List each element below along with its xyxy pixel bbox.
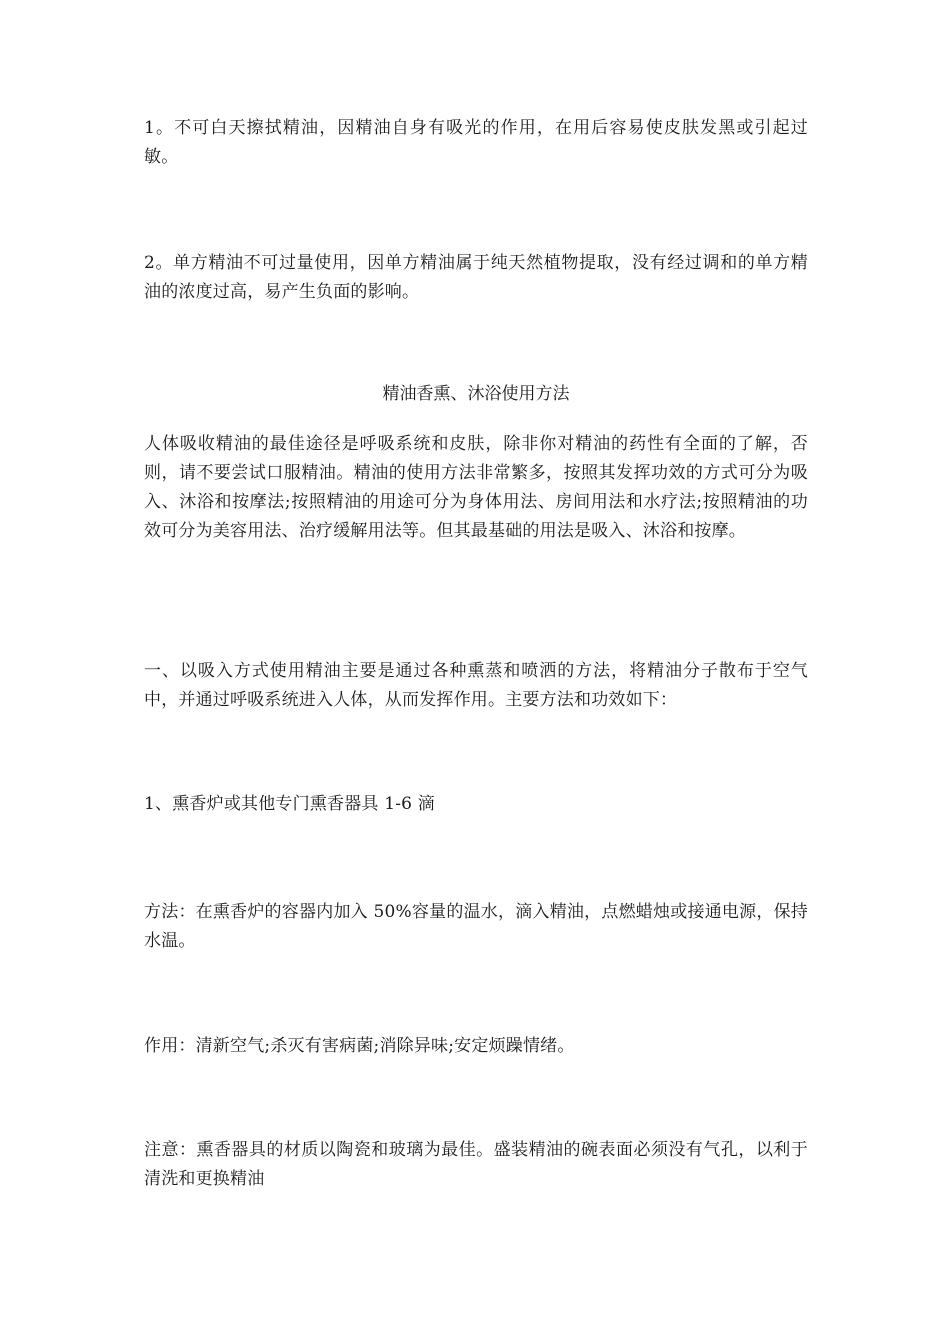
paragraph-method: 方法：在熏香炉的容器内加入 50%容量的温水，滴入精油，点燃蜡烛或接通电源，保持水温。 (144, 902, 808, 951)
section-heading: 精油香熏、沐浴使用方法 (382, 384, 570, 404)
paragraph-intro: 人体吸收精油的最佳途径是呼吸系统和皮肤，除非你对精油的药性有全面的了解，否则，请不要尝试口服精油。精油的使用方法非常繁多，按照其发挥功效的方式可分为吸入、沐浴和按摩法;按照精油的用途可分为身体用法、房间用法和水疗法;按照精油的功效可分为美容用法、治疗缓解用法等。但其最基础的用法是吸入、沐浴和按摩。 (144, 434, 808, 541)
paragraph-note-2: 2。单方精油不可过量使用，因单方精油属于纯天然植物提取，没有经过调和的单方精油的浓度过高，易产生负面的影响。 (144, 253, 808, 302)
paragraph-caution: 注意：熏香器具的材质以陶瓷和玻璃为最佳。盛装精油的碗表面必须没有气孔，以利于清洗和更换精油 (144, 1140, 808, 1189)
paragraph-item-1: 1、熏香炉或其他专门熏香器具 1-6 滴 (144, 794, 435, 814)
paragraph-effect: 作用：清新空气;杀灭有害病菌;消除异味;安定烦躁情绪。 (144, 1036, 575, 1056)
paragraph-note-1: 1。不可白天擦拭精油，因精油自身有吸光的作用，在用后容易使皮肤发黑或引起过敏。 (144, 118, 808, 167)
paragraph-inhalation: 一、以吸入方式使用精油主要是通过各种熏蒸和喷洒的方法，将精油分子散布于空气中，并通过呼吸系统进入人体，从而发挥作用。主要方法和功效如下： (144, 661, 808, 710)
